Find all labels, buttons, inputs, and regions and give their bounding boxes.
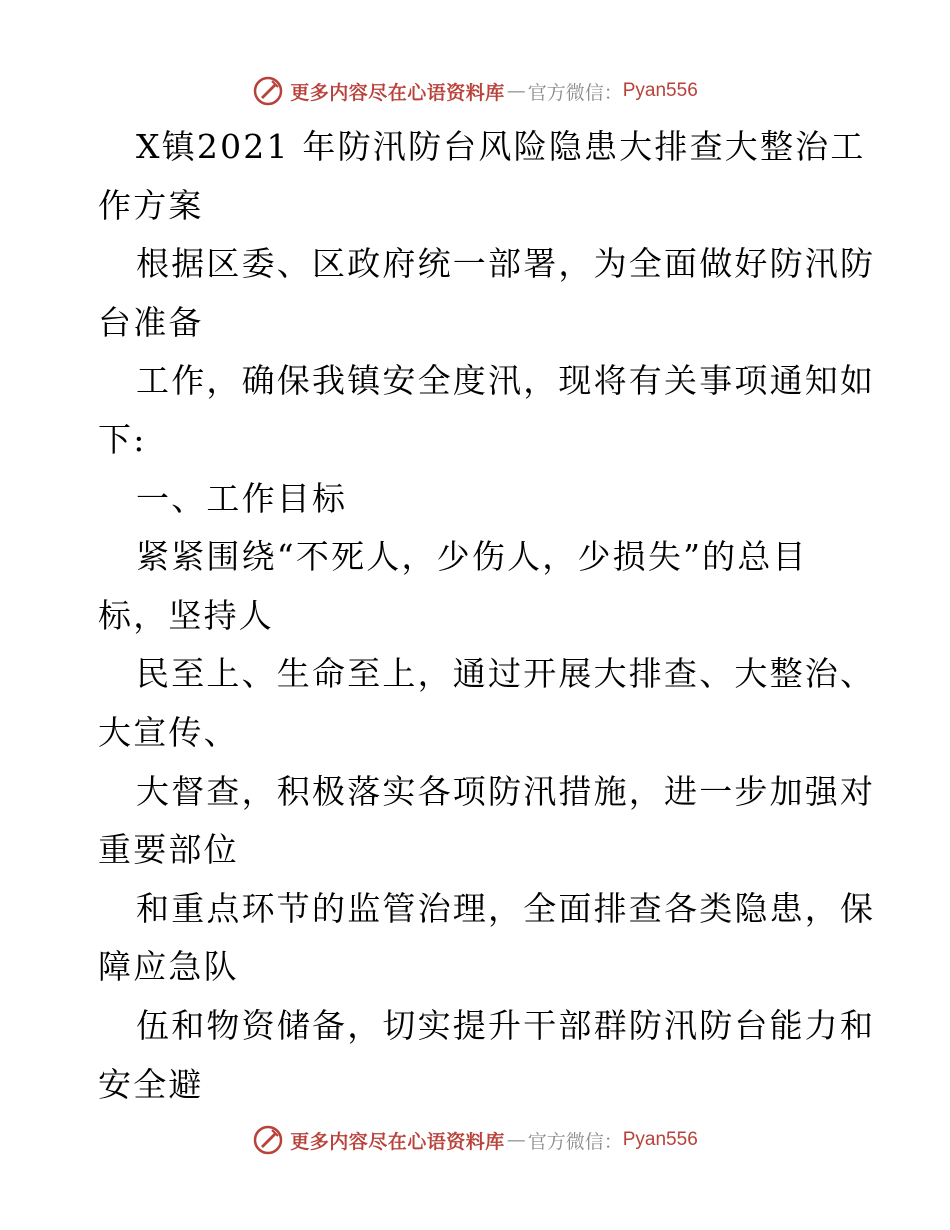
text-line: 大宣传、 — [98, 712, 239, 752]
watermark-wechat-id: Pyan556 — [622, 1129, 698, 1150]
text-line: 安全避 — [98, 1064, 204, 1104]
text-line: 紧紧围绕“不死人，少伤人，少损失”的总目 — [136, 537, 808, 577]
text-line: 工作，确保我镇安全度汛，现将有关事项通知如 — [136, 361, 876, 401]
text-line: 和重点环节的监管治理，全面排查各类隐患，保 — [136, 888, 876, 928]
document-body — [98, 118, 876, 1114]
text-line: 标，坚持人 — [98, 595, 274, 635]
watermark-dash: — — [506, 1129, 526, 1151]
watermark-banner-bottom — [0, 1120, 950, 1160]
text-line: X镇2021 年防汛防台风险隐患大排查大整治工 — [136, 127, 866, 166]
watermark-text: 更多内容尽在心语资料库 — [290, 81, 505, 104]
text-line: 伍和物资储备，切实提升干部群防汛防台能力和 — [136, 1005, 876, 1045]
watermark-dash: — — [506, 80, 526, 102]
watermark-wechat-label: 官方微信： — [527, 1130, 623, 1153]
text-line: 重要部位 — [98, 830, 239, 870]
quill-logo-icon — [252, 75, 284, 107]
watermark-banner-top — [0, 71, 950, 111]
text-line: 一、工作目标 — [136, 478, 348, 518]
text-line: 民至上、生命至上，通过开展大排查、大整治、 — [136, 654, 876, 694]
text-line: 根据区委、区政府统一部署，为全面做好防汛防 — [136, 244, 876, 284]
quill-logo-icon — [252, 1124, 284, 1156]
text-line: 大督查，积极落实各项防汛措施，进一步加强对 — [136, 771, 876, 811]
watermark-text: 更多内容尽在心语资料库 — [290, 1130, 505, 1153]
watermark-wechat-label: 官方微信： — [527, 81, 623, 104]
text-line: 台准备 — [98, 302, 204, 342]
text-line: 障应急队 — [98, 947, 239, 987]
text-line: 下: — [98, 419, 147, 459]
watermark-wechat-id: Pyan556 — [622, 80, 698, 101]
text-line: 作方案 — [98, 185, 204, 225]
